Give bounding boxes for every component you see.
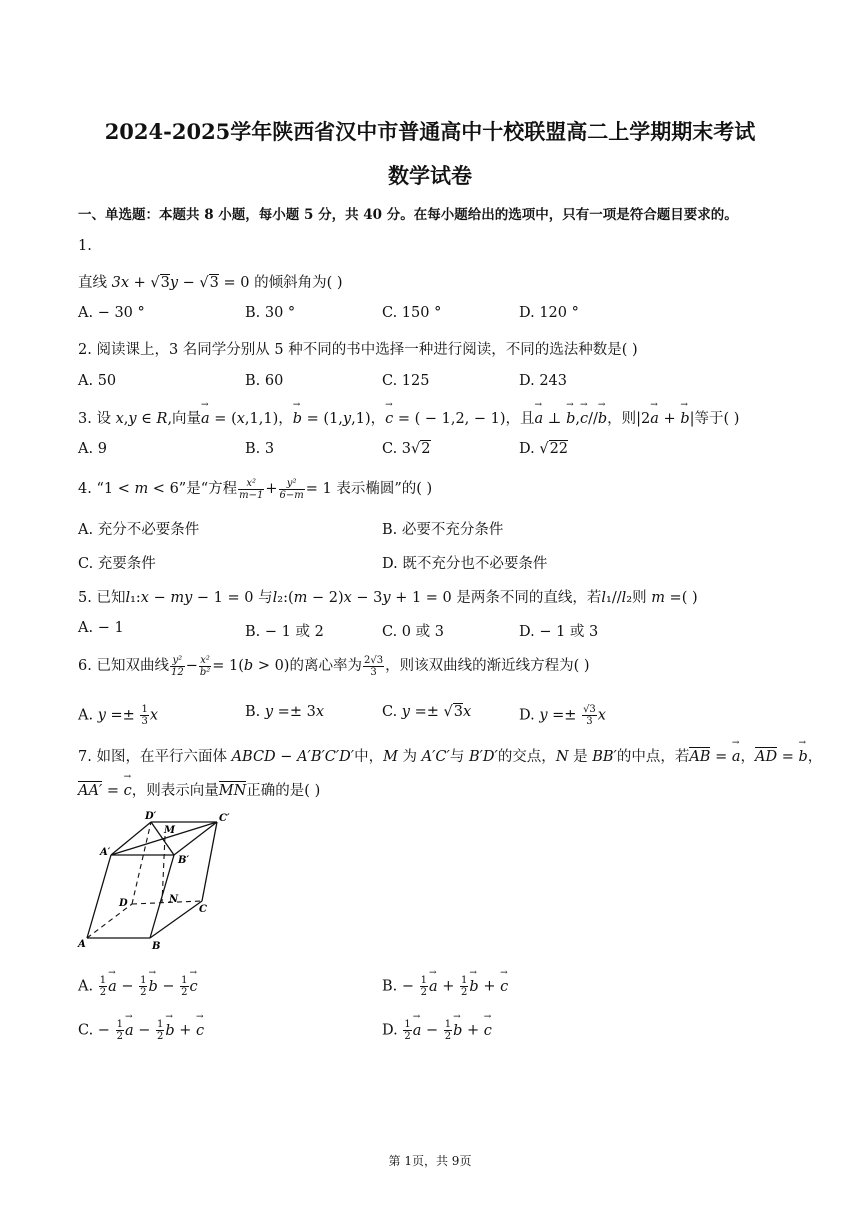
- label-c-prime: C′: [219, 813, 230, 824]
- option-c: C. 150 °: [382, 305, 442, 321]
- label-d-prime: D′: [145, 811, 157, 822]
- section-heading: 一、单选题：本题共 8 小题，每小题 5 分，共 40 分。在每小题给出的选项中，只有一项是符合题目要求的。: [78, 207, 738, 223]
- label-m: M: [164, 825, 176, 836]
- option-d: D. 243: [519, 373, 568, 389]
- question-7-stem-line1: 7. 如图，在平行六面体 ABCD − A′B′C′D′中，M 为 A′C′与 B′D′的交点，N 是 BB′的中点，若AB = → a，AD = → b，: [78, 745, 822, 766]
- label-b-prime: B′: [178, 855, 190, 866]
- question-5-stem: 5. 已知l₁:x − my − 1 = 0 与l₂:(m − 2)x − 3y + 1 = 0 是两条不同的直线，若l₁//l₂则 m =( ): [78, 590, 698, 606]
- question-3-stem: 3. 设 x,y ∈ R,向量→ a = (x,1,1)，→ b = (1,y,1)，→ c = ( − 1,2, − 1)，且→ a ⊥ → b,→ c//→ b，则|2→ a + → b|等于( ): [78, 407, 739, 428]
- page-footer: 第 1页，共 9页: [388, 1154, 472, 1168]
- option-a: A. − 30 °: [78, 305, 145, 321]
- option-d: D. $\frac{1}{2}$ → a − $\frac{1}{2}$ → b + → c: [382, 1019, 492, 1042]
- option-c: C. y =± √3x: [382, 704, 472, 720]
- option-c: C. − $\frac{1}{2}$ → a − $\frac{1}{2}$ → b + → c: [78, 1019, 204, 1042]
- label-d: D: [119, 898, 128, 909]
- question-6-stem: 6. 已知双曲线 $\frac{\text{y²}}{12}$ − $\frac{\text{x²}}{\text{b²}}$ = 1(b > 0)的离心率为 $\frac{2√3}{3}$ ，则该双曲线的渐近线方程为( ): [78, 654, 590, 678]
- label-c: C: [199, 904, 207, 915]
- option-a: A. 50: [78, 373, 117, 389]
- option-d: D. √22: [519, 441, 569, 457]
- option-b: B. 必要不充分条件: [382, 522, 504, 538]
- question-number: 1.: [78, 238, 92, 254]
- option-b: B. y =± 3x: [245, 704, 325, 720]
- option-b: B. − $\frac{1}{2}$ → a + $\frac{1}{2}$ → b + → c: [382, 975, 508, 998]
- option-b: B. 3: [245, 441, 275, 457]
- option-b: B. 60: [245, 373, 284, 389]
- page-subtitle: 数学试卷: [388, 163, 472, 188]
- question-1-stem: 直线 3x + √3y − √3 = 0 的倾斜角为( ): [78, 275, 343, 291]
- label-a-prime: A′: [100, 847, 111, 858]
- option-a: A. $\frac{1}{2}$ → a − $\frac{1}{2}$ → b − $\frac{1}{2}$ → c: [78, 975, 198, 998]
- option-d: D. 120 °: [519, 305, 579, 321]
- option-a: A. 9: [78, 441, 107, 457]
- option-c: C. 充要条件: [78, 556, 156, 572]
- option-b: B. 30 °: [245, 305, 296, 321]
- option-c: C. 125: [382, 373, 430, 389]
- option-c: C. 0 或 3: [382, 624, 444, 640]
- question-2-stem: 2. 阅读课上，3 名同学分别从 5 种不同的书中选择一种进行阅读，不同的选法种数是( ): [78, 342, 638, 358]
- option-a: A. − 1: [78, 620, 124, 636]
- option-c: C. 3√2: [382, 441, 431, 457]
- parallelepiped-figure: [74, 808, 244, 958]
- question-4-stem: 4. “1 < m < 6”是“方程 $\frac{\text{x²}}{m-1}$ + $\frac{\text{y²}}{6-m}$ = 1 表示椭圆”的( ): [78, 477, 433, 501]
- option-d: D. 既不充分也不必要条件: [382, 556, 548, 572]
- question-7-stem-line2: AA′ = → c，则表示向量MN正确的是( ): [78, 779, 320, 800]
- option-d: D. y =± $\frac{√3}{3}$ x: [519, 704, 606, 727]
- option-a: A. y =± $\frac{1}{3}$ x: [78, 704, 158, 727]
- option-a: A. 充分不必要条件: [78, 522, 200, 538]
- label-b: B: [152, 941, 161, 952]
- option-b: B. − 1 或 2: [245, 624, 324, 640]
- label-a: A: [78, 939, 86, 950]
- page-title: 2024-2025学年陕西省汉中市普通高中十校联盟高二上学期期末考试: [104, 119, 756, 144]
- label-n: N: [169, 894, 179, 905]
- option-d: D. − 1 或 3: [519, 624, 599, 640]
